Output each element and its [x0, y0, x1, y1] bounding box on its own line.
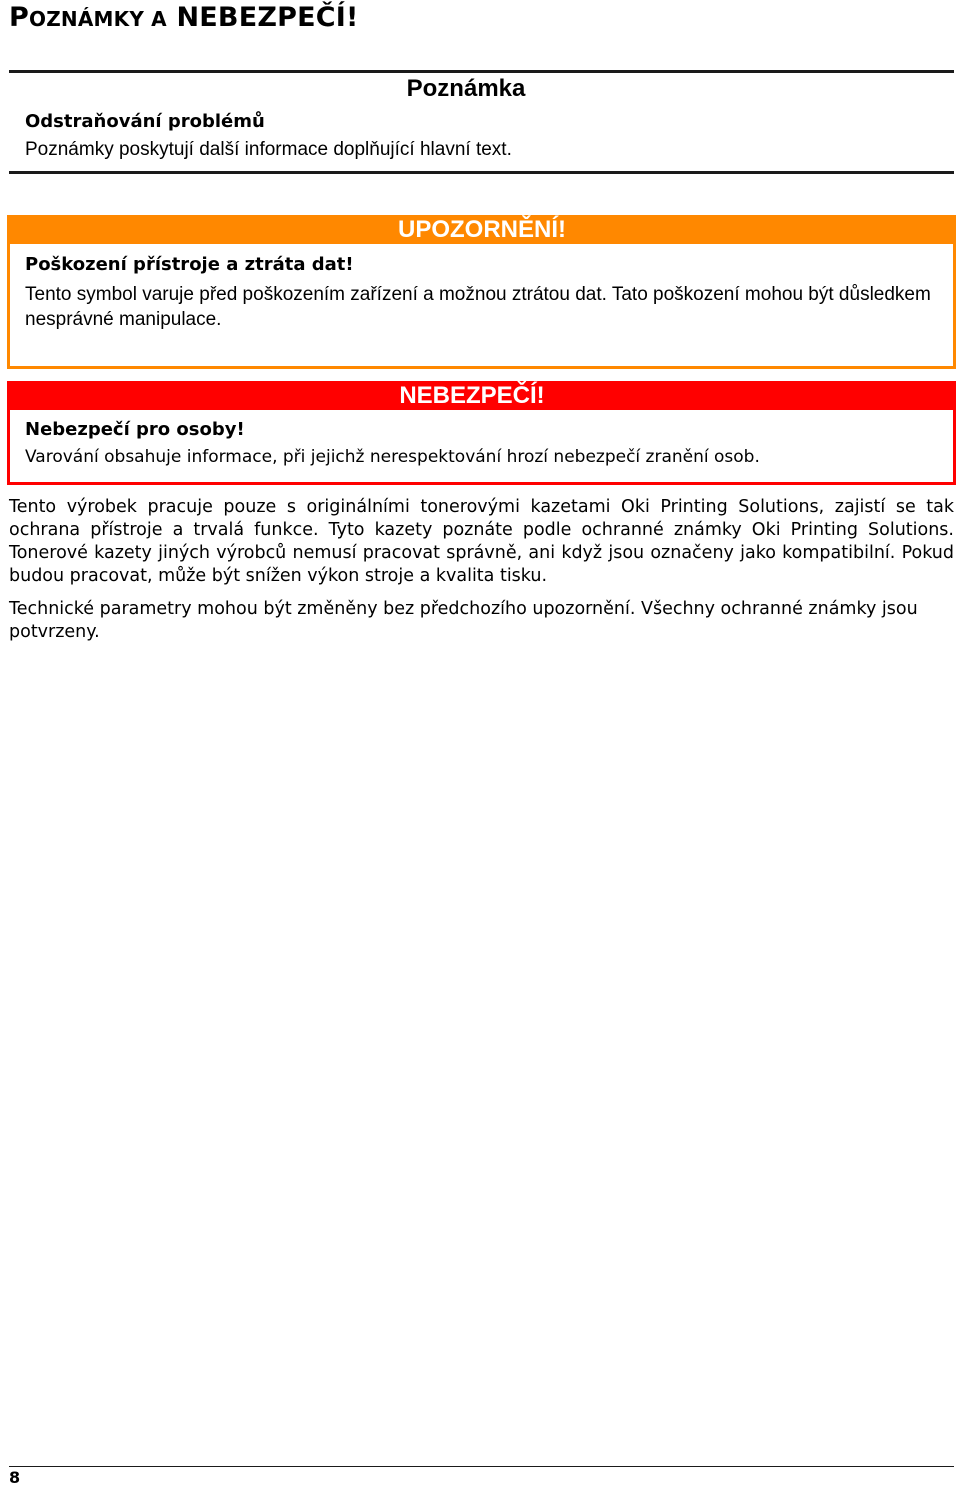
danger-text: Varování obsahuje informace, při jejichž nerespektování hrozí nebezpečí zranění osob.	[25, 447, 760, 467]
note-subtitle: Odstraňování problémů	[25, 111, 265, 132]
caution-subtitle: Poškození přístroje a ztráta dat!	[25, 254, 354, 275]
page-title-main: NEBEZPEČÍ!	[176, 2, 359, 33]
caution-title: UPOZORNĚNÍ!	[398, 216, 566, 243]
body-paragraph-toner: Tento výrobek pracuje pouze s originálními tonerovými kazetami Oki Printing Solutions, zajistí se tak ochrana přístroje a trvalá funkce. Tyto kazety poznáte podle ochranné známky Oki Printing Solutions. Tonerové kazety jiných výrobců nemusí pracovat správně, ani když jsou označeny jako kompatibilní. Pokud budou pracovat, může být snížen výkon stroje a kvalita tisku.	[9, 497, 954, 586]
footer-rule	[9, 1466, 954, 1467]
note-title: Poznámka	[406, 75, 526, 102]
note-text: Poznámky poskytují další informace doplňující hlavní text.	[25, 139, 512, 160]
page-title-small-caps: OZNÁMKY A	[29, 7, 167, 31]
caution-text: Tento symbol varuje před poškozením zařízení a možnou ztrátou dat. Tato poškození mohou být důsledkem nesprávné manipulace.	[25, 284, 931, 330]
note-bottom-rule	[9, 171, 954, 174]
note-top-rule	[9, 70, 954, 73]
danger-subtitle: Nebezpečí pro osoby!	[25, 419, 245, 440]
page-number: 8	[9, 1468, 21, 1487]
page-title-initial: P	[9, 2, 29, 33]
page-title	[9, 2, 359, 33]
body-paragraph-specs: Technické parametry mohou být změněny bez předchozího upozornění. Všechny ochranné známky jsou potvrzeny.	[9, 599, 918, 642]
danger-title: NEBEZPEČÍ!	[399, 382, 545, 409]
